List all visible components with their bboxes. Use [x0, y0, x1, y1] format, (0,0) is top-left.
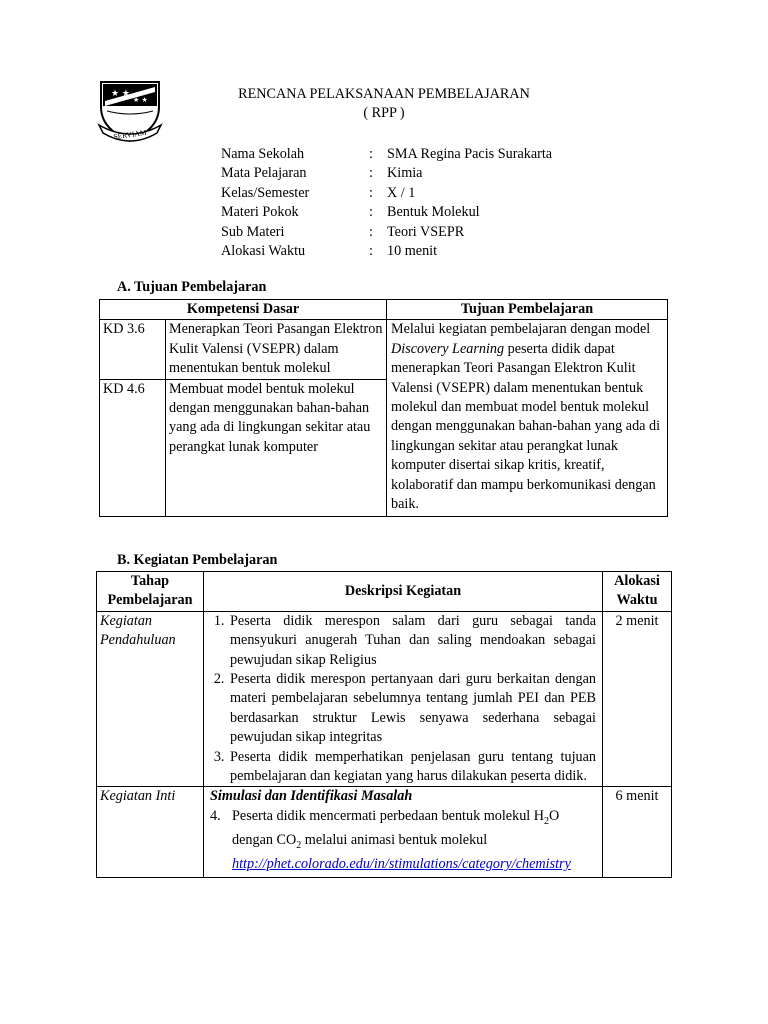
info-row: Kelas/Semester : X / 1 — [221, 184, 416, 201]
list-item: 3. Peserta didik memperhatikan penjelasan guru tentang tujuan pembelajaran dan kegiatan yang harus dilakukan peserta didik. — [228, 748, 596, 787]
col-tahap: Tahap Pembelajaran — [97, 572, 204, 612]
info-table — [221, 145, 552, 261]
pendahuluan-list — [208, 612, 596, 787]
kd-code: KD 3.6 — [100, 320, 166, 379]
section-a-heading: A. Tujuan Pembelajaran — [117, 279, 267, 295]
inti-subheading: Simulasi dan Identifikasi Masalah — [210, 788, 413, 805]
time-pendahuluan: 2 menit — [603, 611, 672, 787]
col-kompetensi-dasar: Kompetensi Dasar — [100, 300, 387, 320]
col-deskripsi: Deskripsi Kegiatan — [204, 572, 603, 612]
info-row: Alokasi Waktu : 10 menit — [221, 243, 438, 260]
list-item: 4. Peserta didik mencermati perbedaan bentuk molekul $H_2O$ dengan $CO_2$ melalui animasi bentuk molekul http://phet.colorado.edu/in/stimulations/category/chemistry — [210, 807, 571, 873]
tujuan-text: Melalui kegiatan pembelajaran dengan model Discovery Learning peserta didik dapat menerapkan Teori Pasangan Elektron Kulit Valensi (VSEPR) dalam menentukan bentuk molekul dan membuat model bentuk molekul dengan menggunakan bahan-bahan yang ada di lingkungan sekitar atau perangkat lunak komputer disertai sikap kritis, kreatif, kolaboratif dan mampu berkomunikasi dengan baik. — [387, 320, 668, 516]
kegiatan-table — [96, 571, 672, 878]
stage-inti: Kegiatan Inti — [97, 787, 204, 877]
stage-pendahuluan: Kegiatan Pendahuluan — [97, 611, 204, 787]
page-title: RENCANA PELAKSANAAN PEMBELAJARAN — [238, 86, 530, 102]
page-subtitle: ( RPP ) — [363, 105, 405, 121]
phet-link[interactable]: http://phet.colorado.edu/in/stimulations/category/chemistry — [232, 856, 571, 873]
info-row: Mata Pelajaran : Kimia — [221, 165, 423, 182]
svg-text:★ ★: ★ ★ — [133, 96, 148, 104]
info-row: Sub Materi : Teori VSEPR — [221, 223, 465, 240]
list-item: 2. Peserta didik merespon pertanyaan dari guru berkaitan dengan materi pembelajaran sebelumnya tentang jumlah PEI dan PEB berdasarkan struktur Lewis senyawa sederhana sebagai pewujudan sikap integritas — [228, 670, 596, 748]
section-b-heading: B. Kegiatan Pembelajaran — [117, 552, 278, 568]
tujuan-table — [99, 299, 668, 517]
logo-motto: SERVIAM — [112, 127, 147, 142]
list-item: 1. Peserta didik merespon salam dari guru sebagai tanda mensyukuri anugerah Tuhan dan saling mendoakan sebagai pewujudan sikap Religius — [228, 612, 596, 670]
time-inti: 6 menit — [603, 787, 672, 877]
col-tujuan-pembelajaran: Tujuan Pembelajaran — [387, 300, 668, 320]
kd-text: Menerapkan Teori Pasangan Elektron Kulit Valensi (VSEPR) dalam menentukan bentuk molekul — [166, 320, 387, 379]
kd-code: KD 4.6 — [100, 379, 166, 516]
info-row: Materi Pokok : Bentuk Molekul — [221, 204, 480, 221]
col-alokasi: Alokasi Waktu — [603, 572, 672, 612]
svg-text:★ ★: ★ ★ — [111, 89, 130, 99]
kd-text: Membuat model bentuk molekul dengan menggunakan bahan-bahan yang ada di lingkungan sekitar atau perangkat lunak komputer — [166, 379, 387, 516]
info-row: Nama Sekolah : SMA Regina Pacis Surakarta — [221, 146, 553, 162]
